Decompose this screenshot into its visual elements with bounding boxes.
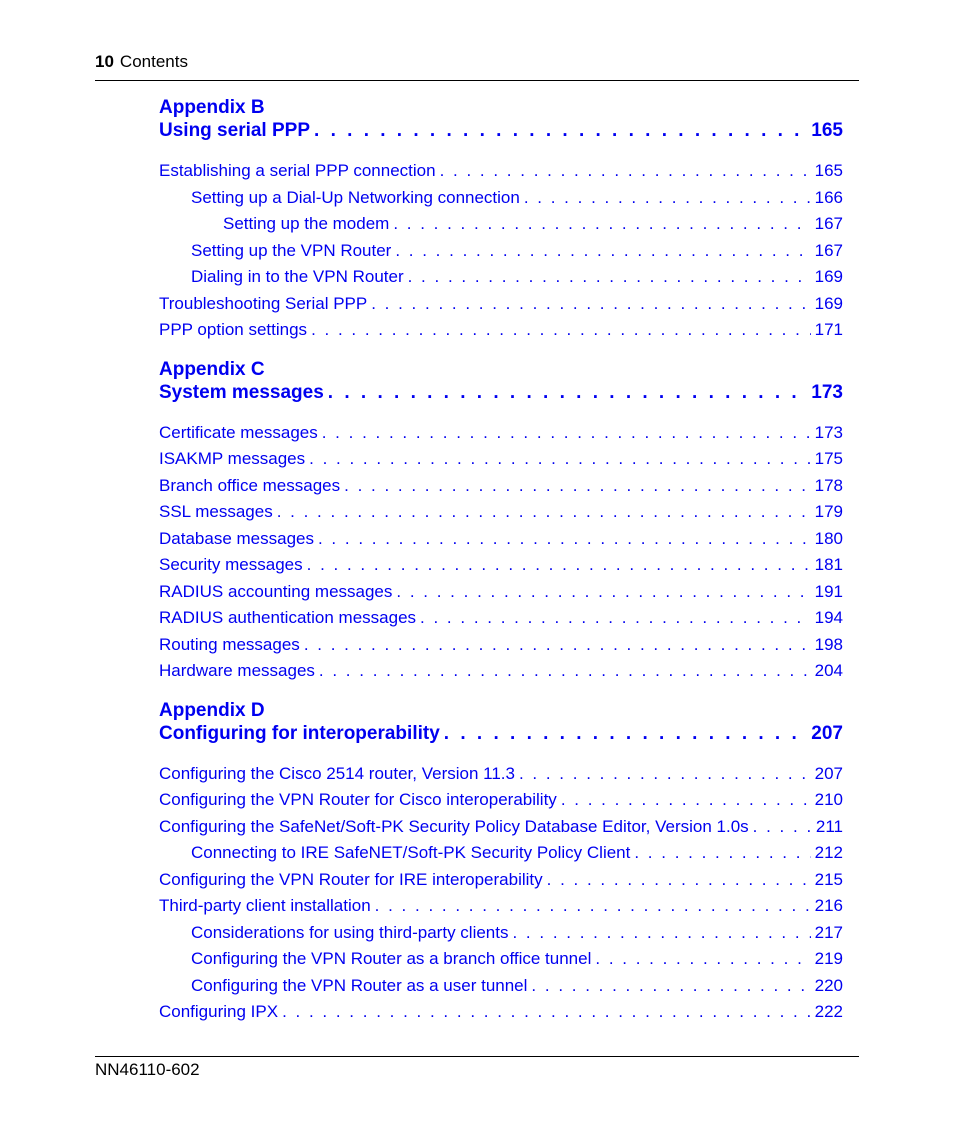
appendix-page[interactable]: 173	[811, 381, 843, 403]
document-id: NN46110-602	[95, 1060, 200, 1079]
toc-entry-text[interactable]: Certificate messages	[159, 422, 318, 442]
toc-entry[interactable]	[159, 158, 843, 185]
dot-leader	[519, 761, 811, 788]
toc-entry[interactable]	[159, 920, 843, 947]
toc-entry-text[interactable]: Security messages	[159, 555, 303, 574]
toc-entry-page[interactable]: 167	[814, 214, 843, 233]
appendix-title-line[interactable]	[159, 119, 843, 142]
toc-entry-text[interactable]: Configuring the VPN Router as a user tunnel	[191, 975, 528, 995]
toc-entry-page[interactable]: 171	[814, 320, 843, 339]
toc-entry[interactable]	[159, 499, 843, 526]
toc-entry-text[interactable]: Troubleshooting Serial PPP	[159, 293, 368, 313]
dot-leader	[408, 264, 811, 291]
toc-entry[interactable]	[159, 814, 843, 841]
toc-entry-text[interactable]: Configuring the VPN Router for Cisco interoperability	[159, 790, 557, 809]
toc-entry-text[interactable]: Dialing in to the VPN Router	[191, 267, 404, 286]
toc-entry[interactable]	[159, 840, 843, 867]
toc-entry-text[interactable]: Setting up a Dial-Up Networking connection	[191, 187, 520, 207]
dot-leader	[311, 317, 811, 344]
toc-entry-page[interactable]: 198	[814, 634, 843, 654]
toc-entry[interactable]	[159, 446, 843, 473]
toc-entry[interactable]	[159, 761, 843, 788]
toc-entry[interactable]	[159, 473, 843, 500]
toc-entry[interactable]	[159, 211, 843, 238]
page-number: 10	[95, 52, 114, 71]
toc-entry-text[interactable]: Connecting to IRE SafeNET/Soft-PK Security Policy Client	[191, 843, 631, 862]
toc-entry-page[interactable]: 204	[814, 661, 843, 680]
toc-section	[159, 158, 843, 344]
appendix-title[interactable]: Using serial PPP	[159, 120, 311, 141]
toc-entry-page[interactable]: 217	[814, 922, 843, 942]
toc-entry[interactable]	[159, 658, 843, 685]
toc-entry-text[interactable]: ISAKMP messages	[159, 449, 306, 468]
toc-entry-page[interactable]: 165	[814, 161, 843, 180]
toc-entry[interactable]	[159, 893, 843, 920]
toc-entry-page[interactable]: 167	[814, 240, 843, 260]
toc-entry-page[interactable]: 169	[814, 293, 843, 313]
toc-entry[interactable]	[159, 946, 843, 973]
appendix-label[interactable]: Appendix B	[159, 97, 265, 118]
header-section: Contents	[119, 52, 188, 71]
toc-entry[interactable]	[159, 973, 843, 1000]
dot-leader	[328, 381, 808, 404]
toc-entry[interactable]	[159, 291, 843, 318]
dot-leader	[531, 973, 810, 1000]
toc-entry-text[interactable]: Configuring the Cisco 2514 router, Version 11.3	[159, 763, 515, 783]
toc-entry-page[interactable]: 210	[814, 790, 843, 809]
toc-entry[interactable]	[159, 787, 843, 814]
table-of-contents	[159, 96, 843, 1040]
toc-entry-text[interactable]: Routing messages	[159, 634, 300, 654]
appendix-heading[interactable]	[159, 699, 843, 745]
toc-entry-page[interactable]: 178	[814, 475, 843, 495]
dot-leader	[319, 658, 811, 685]
dot-leader	[444, 722, 808, 745]
toc-entry-page[interactable]: 181	[814, 555, 843, 574]
toc-entry[interactable]	[159, 264, 843, 291]
appendix-title[interactable]: Configuring for interoperability	[159, 722, 440, 744]
dot-leader	[547, 867, 811, 894]
appendix-title-line[interactable]	[159, 722, 843, 745]
appendix-heading[interactable]	[159, 96, 843, 142]
toc-entry-page[interactable]: 194	[814, 608, 843, 627]
dot-leader	[396, 579, 810, 606]
toc-section	[159, 761, 843, 1026]
dot-leader	[440, 158, 811, 185]
toc-entry[interactable]	[159, 999, 843, 1026]
dot-leader	[375, 893, 811, 920]
toc-entry-page[interactable]: 175	[814, 449, 843, 468]
appendix-page[interactable]: 165	[811, 120, 843, 141]
dot-leader	[512, 920, 810, 947]
toc-entry[interactable]	[159, 579, 843, 606]
appendix-label[interactable]: Appendix D	[159, 699, 265, 721]
dot-leader	[371, 291, 810, 318]
dot-leader	[304, 632, 811, 659]
dot-leader	[420, 605, 811, 632]
toc-entry-page[interactable]: 220	[814, 975, 843, 995]
toc-entry-page[interactable]: 169	[814, 267, 843, 286]
toc-entry-text[interactable]: PPP option settings	[159, 320, 308, 339]
toc-entry-page[interactable]: 215	[814, 869, 843, 889]
dot-leader	[393, 211, 810, 238]
toc-entry[interactable]	[159, 552, 843, 579]
toc-entry-text[interactable]: Hardware messages	[159, 661, 315, 680]
toc-entry[interactable]	[159, 632, 843, 659]
appendix-page[interactable]: 207	[811, 722, 843, 744]
appendix-label[interactable]: Appendix C	[159, 358, 265, 380]
dot-leader	[395, 238, 810, 265]
toc-entry-page[interactable]: 219	[814, 949, 843, 968]
dot-leader	[753, 814, 812, 841]
toc-entry-page[interactable]: 173	[814, 422, 843, 442]
dot-leader	[314, 119, 807, 142]
toc-entry-text[interactable]: Database messages	[159, 528, 314, 548]
dot-leader	[282, 999, 811, 1026]
dot-leader	[344, 473, 811, 500]
toc-entry-text[interactable]: SSL messages	[159, 502, 273, 521]
footer-divider	[95, 1056, 859, 1057]
toc-entry-text[interactable]: Third-party client installation	[159, 896, 371, 915]
appendix-title-line[interactable]	[159, 381, 843, 404]
toc-entry-text[interactable]: Configuring the SafeNet/Soft-PK Security Policy Database Editor, Version 1.0s	[159, 816, 749, 836]
toc-entry-page[interactable]: 222	[814, 1002, 843, 1021]
toc-entry-text[interactable]: Branch office messages	[159, 475, 341, 495]
toc-entry-page[interactable]: 211	[815, 816, 843, 836]
toc-entry[interactable]	[159, 185, 843, 212]
dot-leader	[322, 420, 811, 447]
toc-entry[interactable]	[159, 317, 843, 344]
toc-section	[159, 420, 843, 685]
toc-entry-text[interactable]: RADIUS authentication messages	[159, 608, 417, 627]
toc-entry[interactable]	[159, 526, 843, 553]
toc-entry-text[interactable]: Setting up the VPN Router	[191, 240, 392, 260]
appendix-heading[interactable]	[159, 358, 843, 404]
toc-entry-page[interactable]: 179	[814, 502, 843, 521]
toc-entry[interactable]	[159, 420, 843, 447]
page-header	[95, 50, 859, 81]
toc-entry-page[interactable]: 180	[814, 528, 843, 548]
toc-entry[interactable]	[159, 605, 843, 632]
toc-entry-text[interactable]: Configuring the VPN Router for IRE interoperability	[159, 869, 543, 889]
toc-entry-page[interactable]: 212	[814, 843, 843, 862]
dot-leader	[309, 446, 810, 473]
appendix-title[interactable]: System messages	[159, 381, 324, 403]
dot-leader	[595, 946, 810, 973]
dot-leader	[307, 552, 811, 579]
dot-leader	[524, 185, 811, 212]
toc-entry-page[interactable]: 191	[814, 581, 843, 601]
dot-leader	[561, 787, 811, 814]
header-text	[95, 52, 188, 72]
dot-leader	[634, 840, 810, 867]
toc-entry-page[interactable]: 166	[814, 187, 843, 207]
toc-entry-page[interactable]: 207	[814, 763, 843, 783]
toc-entry-text[interactable]: Configuring the VPN Router as a branch office tunnel	[191, 949, 592, 968]
toc-entry-text[interactable]: Establishing a serial PPP connection	[159, 161, 436, 180]
dot-leader	[277, 499, 811, 526]
toc-entry-page[interactable]: 216	[814, 896, 843, 915]
toc-entry-text[interactable]: Setting up the modem	[223, 214, 390, 233]
toc-entry[interactable]	[159, 867, 843, 894]
toc-entry[interactable]	[159, 238, 843, 265]
toc-entry-text[interactable]: Configuring IPX	[159, 1002, 279, 1021]
toc-entry-text[interactable]: RADIUS accounting messages	[159, 581, 393, 601]
dot-leader	[318, 526, 811, 553]
toc-entry-text[interactable]: Considerations for using third-party clients	[191, 922, 509, 942]
